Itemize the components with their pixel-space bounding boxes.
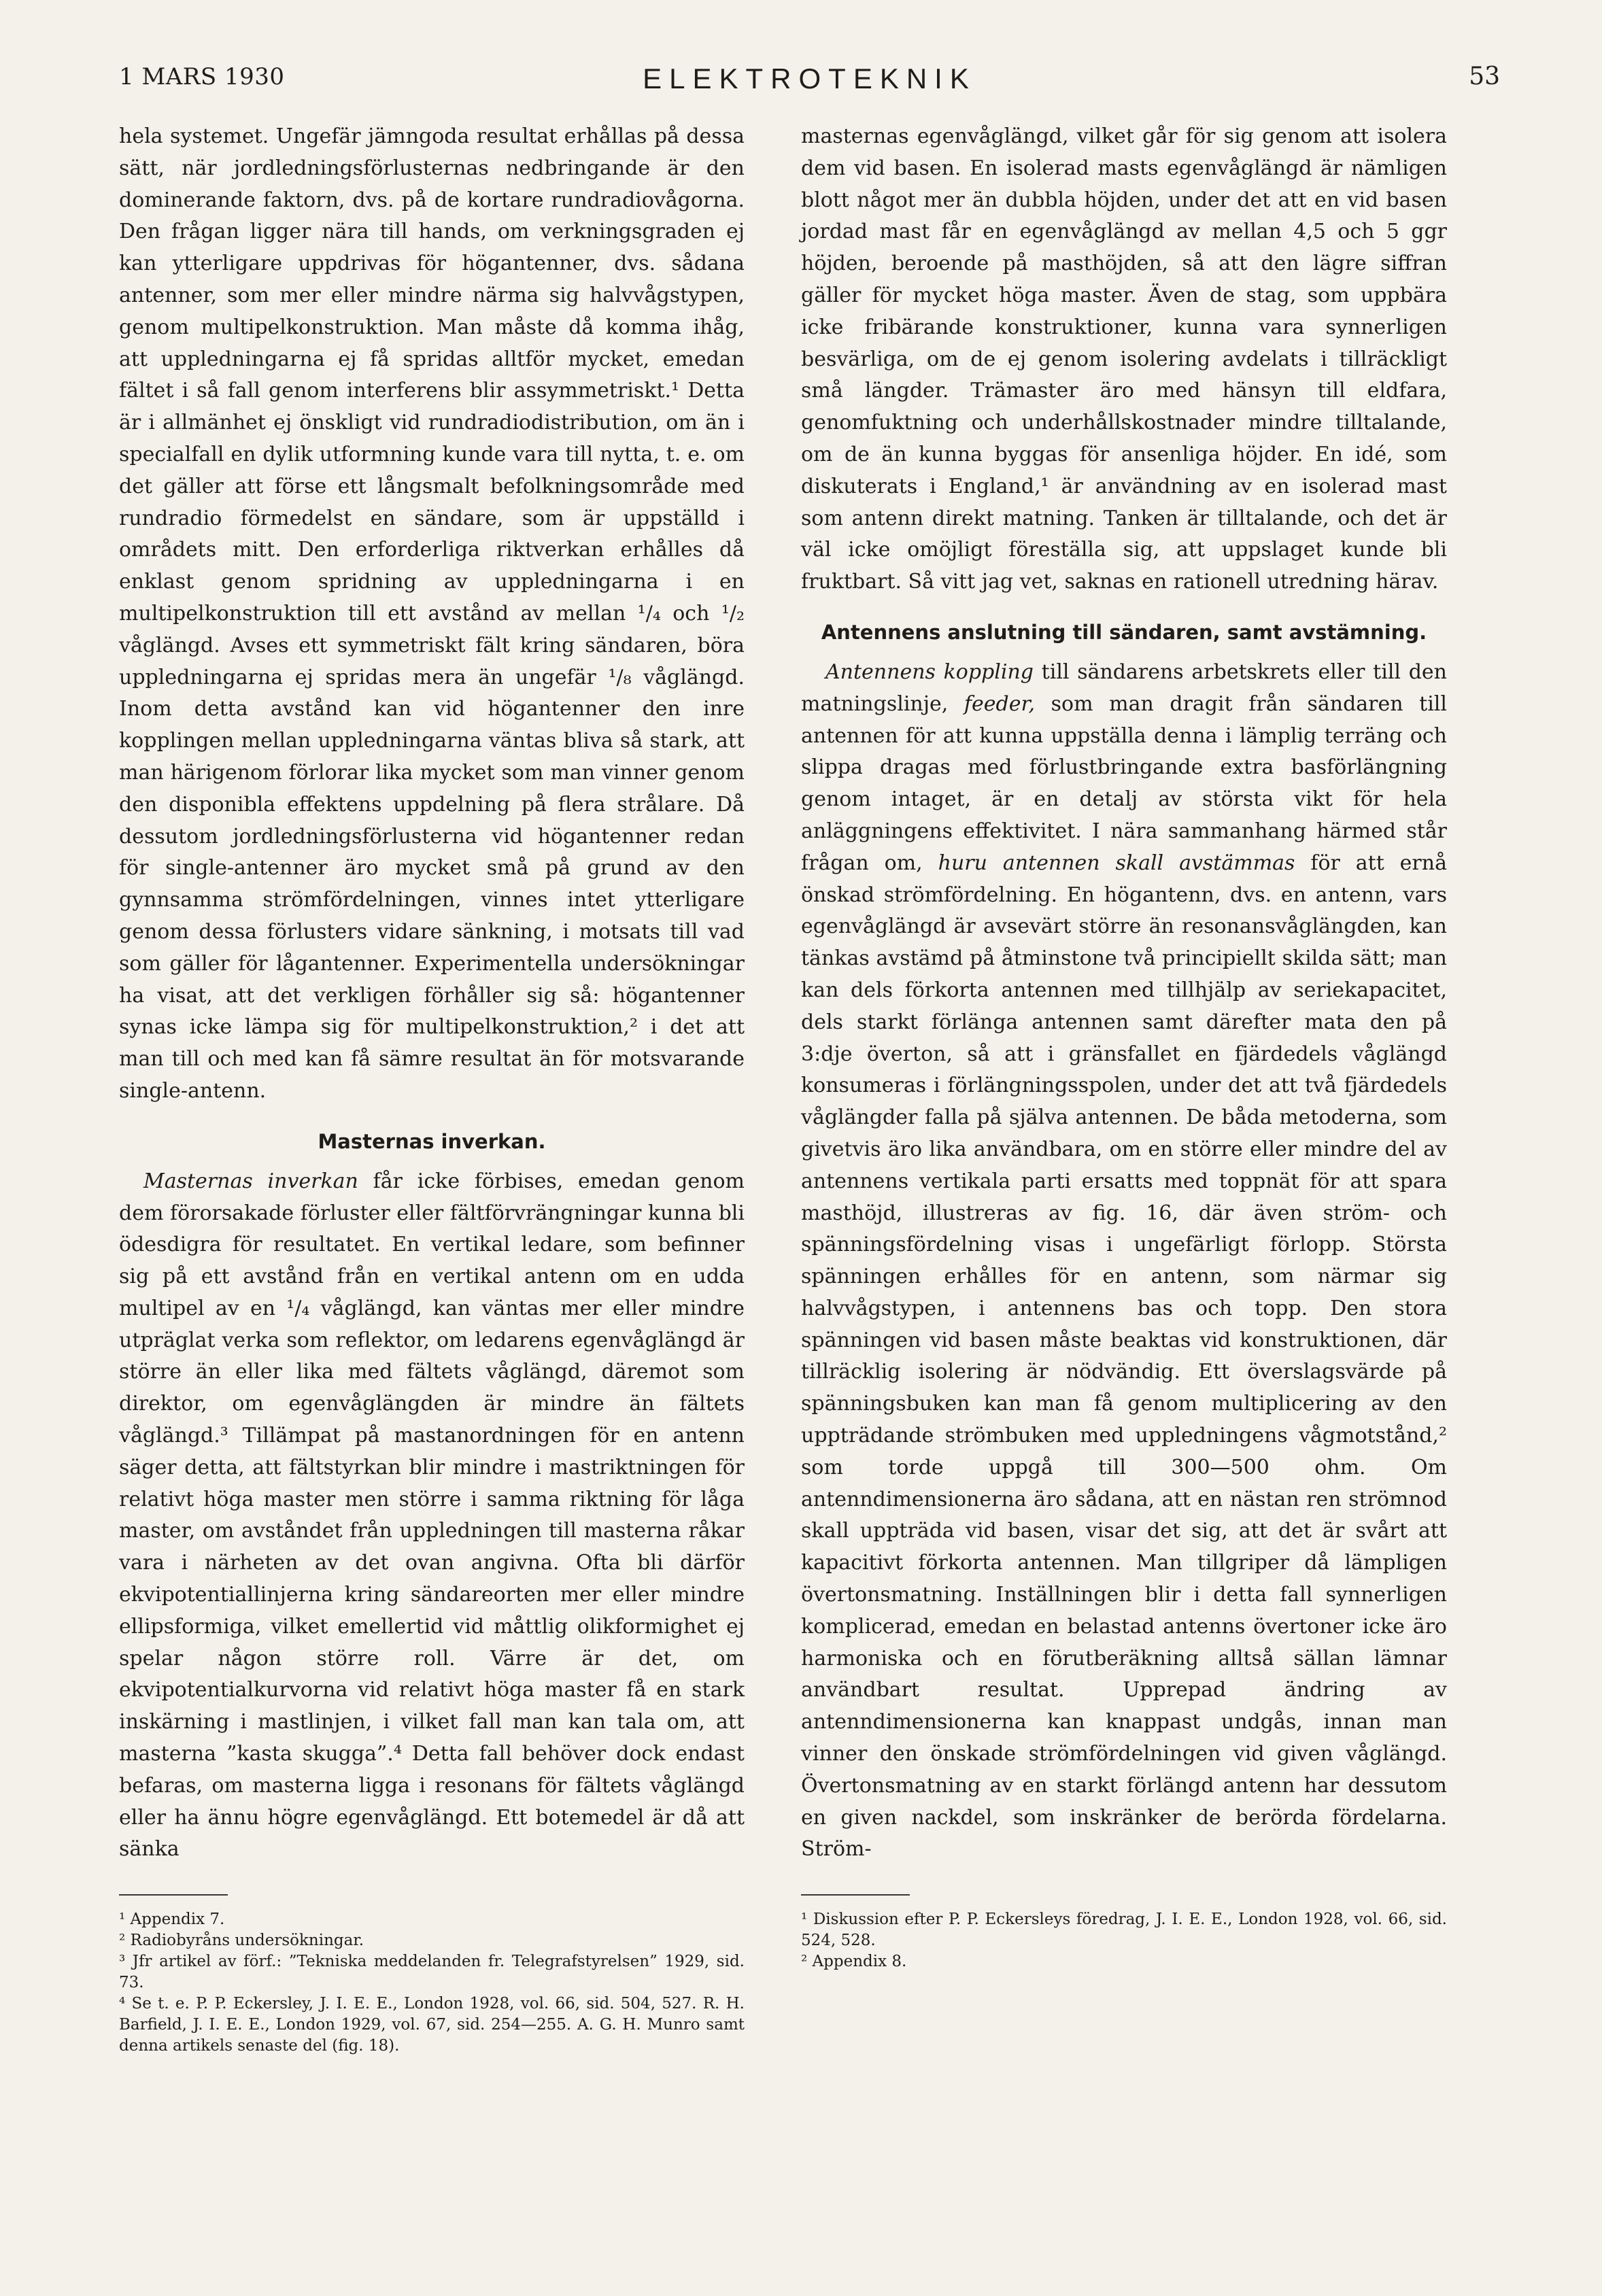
paragraph: masternas egenvåglängd, vilket går för sig genom att isolera dem vid basen. En isolerad masts egenvåglängd är nämligen blott något mer än dubbla höjden, under det att en vid basen jordad mast får en egenvåglängd av mellan 4,5 och 5 ggr höjden, beroende på masthöjden, så att den lägre siffran gäller för mycket höga master. Även de stag, som uppbära icke fribärande konstruktioner, kunna vara synnerligen besvärliga, om de ej genom isolering avdelats i tillräckligt små längder. Trämaster äro med hänsyn till eldfara, genomfuktning och underhållskostnader mindre tilltalande, om de än kunna byggas för ansenliga höjder. En idé, som diskuterats i England,¹ är användning av en isolerad mast som antenn direkt matning. Tanken är tilltalande, och det är väl icke omöjligt föreställa sig, att uppslaget kunde bli fruktbart. Så vitt jag vet, saknas en rationell utredning härav. xyxy=(801,124,1447,594)
footnote-rule xyxy=(801,1894,910,1896)
footnote: ⁴ Se t. e. P. P. Eckersley, J. I. E. E., London 1928, vol. 66, sid. 504, 527. R. H. Barfield, J. I. E. E., London 1929, vol. 67, sid. 254—255. A. G. H. Munro samt denna artikels senaste del (fig. 18). xyxy=(119,1995,745,2055)
paragraph-text: får icke förbises, emedan genom dem förorsakade förluster eller fältförvrängningar kunna bli ödesdigra för resultatet. En vertikal ledare, som befinner sig på ett avstånd från en vertikal antenn om en udda multipel av en ¹/₄ våglängd, kan väntas mer eller mindre utpräglat verka som reflektor, om ledarens egenvåglängd är större än eller lika med fältets våglängd, däremot som direktor, om egenvåglängden är mindre än fältets våglängd.³ Tillämpat på mastanordningen för en antenn säger detta, att fältstyrkan blir mindre i mastriktningen för relativt höga master men större i samma riktning för låga master, om avståndet från uppledningen till masterna råkar vara i närheten av det ovan angivna. Ofta bli därför ekvipotentiallinjerna kring sändareorten mer eller mindre ellipsformiga, vilket emellertid vid måttlig olikformighet ej spelar någon större roll. Värre är det, om ekvipotentialkurvorna vid relativt höga master få en stark inskärning i mastlinjen, i vilket fall man kan tala om, att masterna ”kasta skugga”.⁴ Detta fall behöver dock endast befaras, om masterna ligga i resonans för fältets våglängd eller ha ännu högre egenvåglängd. Ett botemedel är då att sänka xyxy=(119,1169,745,1862)
section-heading: Antennens anslutning till sändaren, samt avstämning. xyxy=(821,620,1427,644)
footnote: ¹ Diskussion efter P. P. Eckersleys föredrag, J. I. E. E., London 1928, vol. 66, sid. 524, 528. xyxy=(801,1911,1447,1950)
italic-term: Masternas inverkan xyxy=(143,1169,358,1193)
italic-term: Antennens koppling xyxy=(825,659,1034,684)
italic-term: huru antennen skall avstämmas xyxy=(938,851,1295,875)
paragraph-text: som man dragit från sändaren till antennen för att kunna uppställa denna i lämplig terräng och slippa dragas med förlustbringande extra basförlängning genom intaget, är en detalj av största vikt för hela anläggningens effektivitet. I nära sammanhang härmed står frågan om, xyxy=(801,691,1447,875)
footnote-rule xyxy=(119,1894,228,1896)
footnote: ² Radiobyråns undersökningar. xyxy=(119,1932,364,1950)
section-heading: Masternas inverkan. xyxy=(318,1129,546,1153)
journal-title: ELEKTROTEKNIK xyxy=(643,63,976,95)
paragraph-text: för att ernå önskad strömfördelning. En högantenn, dvs. en antenn, vars egenvåglängd är avsevärt större än resonansvåglängden, kan tänkas avstämd på åtminstone två principiellt skilda sätt; man kan dels förkorta antennen med tillhjälp av seriekapacitet, dels starkt förlänga antennen samt därefter mata den på 3:dje överton, så att i gränsfallet en fjärdedels våglängd konsumeras i förlängningsspolen, under det att två fjärdedels våglängder falla på själva antennen. De båda metoderna, som givetvis äro lika användbara, om en större eller mindre del av antennens vertikala parti ersatts med toppnät för att spara masthöjd, illustreras av fig. 16, där även ström- och spänningsfördelning visas i ungefärligt förlopp. Största spänningen erhålles för en antenn, som närmar sig halvvågstypen, i antennens bas och topp. Den stora spänningen vid basen måste beaktas vid konstruktionen, där tillräcklig isolering är nödvändig. Ett överslagsvärde på spänningsbuken kan man få genom multiplicering av den uppträdande strömbuken med uppledningens vågmotstånd,² som torde uppgå till 300—500 ohm. Om antenndimensionerna äro sådana, att en nästan ren strömnod skall uppträda vid basen, visar det sig, att det är svårt att kapacitivt förkorta antennen. Man tillgriper då lämpligen övertonsmatning. Inställningen blir i detta fall synnerligen komplicerad, emedan en belastad antenns övertoner icke äro harmoniska och en förutberäkning alltså sällan lämnar användbart resultat. Upprepad ändring av antenndimensionerna kan knappast undgås, innan man vinner den önskade strömfördelningen vid given våglängd. Övertonsmatning av en starkt förlängd antenn har dessutom en given nackdel, som inskränker de berörda fördelarna. Ström- xyxy=(801,851,1447,1862)
footnote: ³ Jfr artikel av förf.: ”Tekniska meddelanden fr. Telegrafstyrelsen” 1929, sid. 73. xyxy=(119,1953,745,1992)
paragraph xyxy=(801,657,1447,1866)
page-number: 53 xyxy=(1469,63,1500,90)
footnote: ² Appendix 8. xyxy=(801,1953,907,1971)
right-column xyxy=(801,121,1447,1972)
italic-term: feeder, xyxy=(964,691,1036,716)
paragraph xyxy=(119,1166,745,1866)
paragraph: hela systemet. Ungefär jämngoda resultat erhållas på dessa sätt, när jordledningsförlusternas nedbringande är den dominerande faktorn, dvs. på de kortare rundradiovågorna. Den frågan ligger nära till hands, om verkningsgraden ej kan ytterligare uppdrivas för högantenner, dvs. sådana antenner, som mer eller mindre närma sig halvvågstypen, genom multipelkonstruktion. Man måste då komma ihåg, att uppledningarna ej få spridas alltför mycket, emedan fältet i så fall genom interferens blir assymmetriskt.¹ Detta är i allmänhet ej önskligt vid rundradiodistribution, om än i specialfall en dylik utformning kunde vara till nytta, t. e. om det gäller att förse ett långsmalt befolkningsområde med rundradio förmedelst en sändare, som är uppställd i områdets mitt. Den erforderliga riktverkan erhålles då enklast genom spridning av uppledningarna i en multipelkonstruktion till ett avstånd av mellan ¹/₄ och ¹/₂ våglängd. Avses ett symmetriskt fält kring sändaren, böra uppledningarna ej spridas mera än ungefär ¹/₈ våglängd. Inom detta avstånd kan vid högantenner den inre kopplingen mellan uppledningarna väntas bliva så stark, att man härigenom förlorar lika mycket som man vinner genom den disponibla effektens uppdelning på flera strålare. Då dessutom jordledningsförlusterna vid högantenner redan för single-antenner äro mycket små på grund av den gynnsamma strömfördelningen, vinnes intet ytterligare genom dessa förlusters vidare sänkning, i motsats till vad som gäller för lågantenner. Experimentella undersökningar ha visat, att det verkligen förhåller sig så: högantenner synas icke lämpa sig för multipelkonstruktion,² i det att man till och med kan få sämre resultat än för motsvarande single-antenn. xyxy=(119,124,745,1103)
issue-date: 1 MARS 1930 xyxy=(119,63,285,90)
running-header xyxy=(119,63,1500,106)
footnote: ¹ Appendix 7. xyxy=(119,1911,225,1929)
paragraph-text: till sändarens arbetskrets eller till den matningslinje, xyxy=(801,659,1447,716)
left-column xyxy=(119,121,745,2057)
